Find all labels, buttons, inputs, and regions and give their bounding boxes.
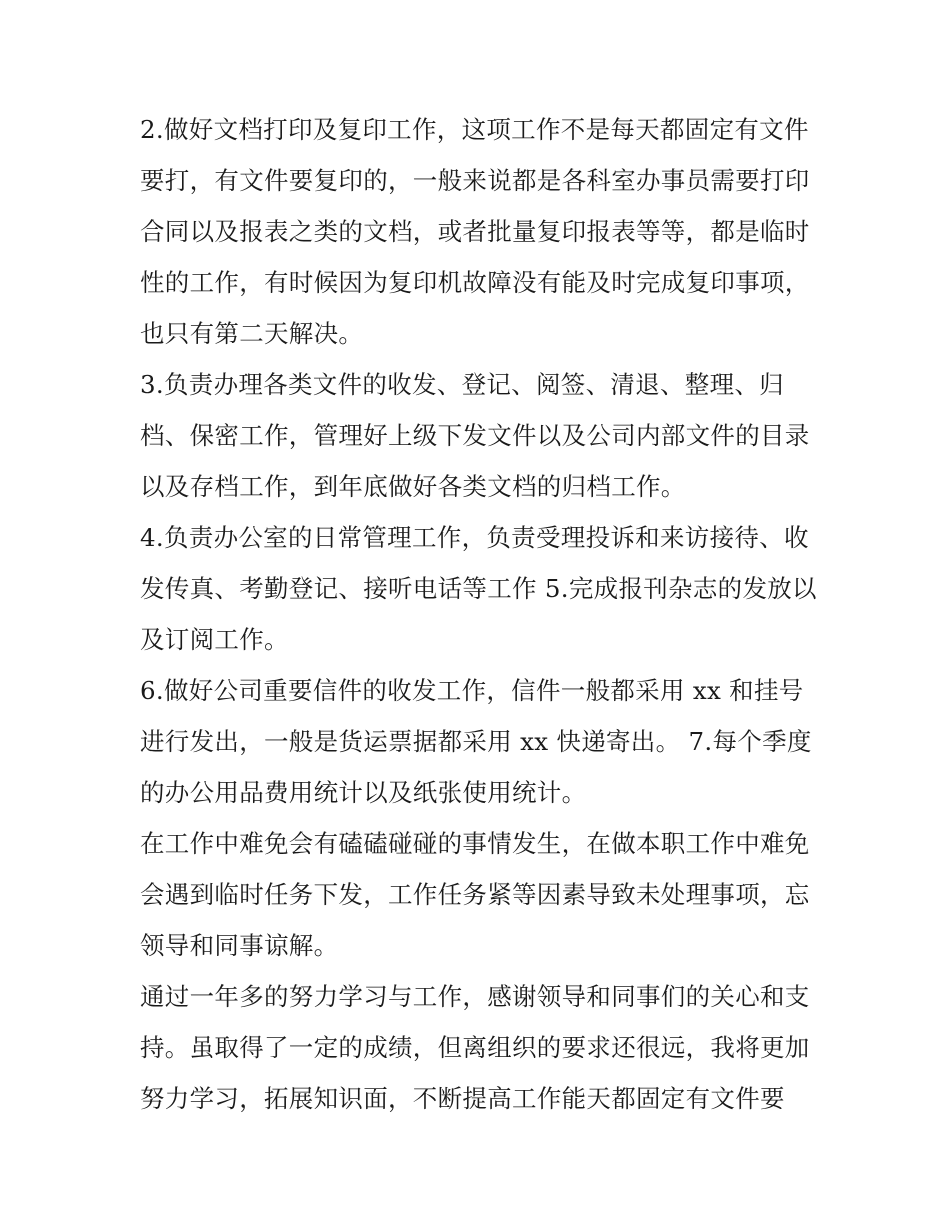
paragraph-item-6-7: 6.做好公司重要信件的收发工作，信件一般都采用 xx 和挂号进行发出，一般是货运票据都采用 xx 快递寄出。 7.每个季度的办公用品费用统计以及纸张使用统计。 — [140, 676, 812, 807]
paragraph-item-3: 3.负责办理各类文件的收发、登记、阅签、清退、整理、归档、保密工作，管理好上级下发文件以及公司内部文件的目录以及存档工作，到年底做好各类文档的归档工作。 — [140, 370, 810, 501]
paragraph-item-4-5: 4.负责办公室的日常管理工作，负责受理投诉和来访接待、收发传真、考勤登记、接听电话等工作 5.完成报刊杂志的发放以及订阅工作。 — [140, 523, 817, 654]
paragraph-closing: 通过一年多的努力学习与工作，感谢领导和同事们的关心和支持。虽取得了一定的成绩，但离组织的要求还很远，我将更加努力学习，拓展知识面，不断提高工作能天都固定有文件要 — [140, 982, 810, 1113]
document-body — [140, 104, 820, 1124]
paragraph-apology: 在工作中难免会有磕磕碰碰的事情发生，在做本职工作中难免会遇到临时任务下发，工作任务紧等因素导致未处理事项，忘领导和同事谅解。 — [140, 829, 810, 960]
paragraph-item-2: 2.做好文档打印及复印工作，这项工作不是每天都固定有文件要打，有文件要复印的，一般来说都是各科室办事员需要打印合同以及报表之类的文档，或者批量复印报表等等，都是临时性的工作，有时候因为复印机故障没有能及时完成复印事项，也只有第二天解决。 — [140, 115, 810, 348]
